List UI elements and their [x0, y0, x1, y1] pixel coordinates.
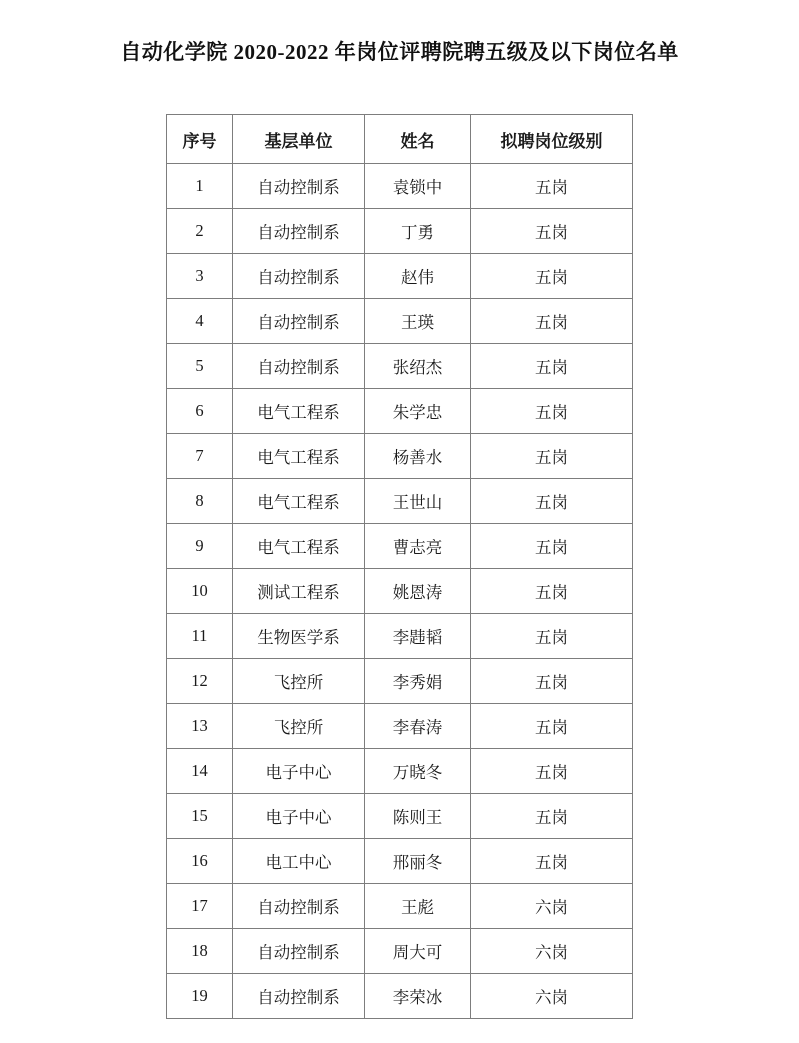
- table-row: [167, 434, 633, 479]
- cell-level: 五岗: [471, 659, 633, 704]
- cell-level: 五岗: [471, 164, 633, 209]
- roster-table: [166, 114, 633, 1019]
- table-row: [167, 614, 633, 659]
- cell-name: 陈则王: [365, 794, 471, 839]
- cell-level: 五岗: [471, 389, 633, 434]
- cell-index: 3: [167, 254, 233, 299]
- cell-index: 8: [167, 479, 233, 524]
- cell-unit: 飞控所: [233, 659, 365, 704]
- cell-unit: 电子中心: [233, 794, 365, 839]
- cell-unit: 电气工程系: [233, 389, 365, 434]
- roster-table-container: [0, 114, 799, 1019]
- cell-unit: 电气工程系: [233, 479, 365, 524]
- cell-name: 袁锁中: [365, 164, 471, 209]
- cell-name: 周大可: [365, 929, 471, 974]
- cell-level: 五岗: [471, 479, 633, 524]
- cell-level: 五岗: [471, 299, 633, 344]
- cell-name: 朱学忠: [365, 389, 471, 434]
- cell-name: 姚恩涛: [365, 569, 471, 614]
- cell-name: 张绍杰: [365, 344, 471, 389]
- table-row: [167, 479, 633, 524]
- table-row: [167, 794, 633, 839]
- cell-index: 15: [167, 794, 233, 839]
- cell-index: 10: [167, 569, 233, 614]
- table-row: [167, 164, 633, 209]
- cell-unit: 自动控制系: [233, 974, 365, 1019]
- table-row: [167, 839, 633, 884]
- document-page: [0, 38, 799, 1043]
- cell-index: 12: [167, 659, 233, 704]
- cell-level: 六岗: [471, 974, 633, 1019]
- cell-name: 丁勇: [365, 209, 471, 254]
- cell-level: 五岗: [471, 209, 633, 254]
- table-row: [167, 389, 633, 434]
- column-header-name: 姓名: [365, 115, 471, 164]
- cell-level: 五岗: [471, 794, 633, 839]
- cell-index: 18: [167, 929, 233, 974]
- table-row: [167, 659, 633, 704]
- cell-unit: 自动控制系: [233, 164, 365, 209]
- cell-name: 李荣冰: [365, 974, 471, 1019]
- cell-name: 杨善水: [365, 434, 471, 479]
- cell-level: 五岗: [471, 749, 633, 794]
- table-row: [167, 209, 633, 254]
- cell-unit: 电气工程系: [233, 434, 365, 479]
- table-row: [167, 254, 633, 299]
- table-header: [167, 115, 633, 164]
- cell-index: 2: [167, 209, 233, 254]
- cell-unit: 自动控制系: [233, 344, 365, 389]
- cell-unit: 自动控制系: [233, 299, 365, 344]
- cell-index: 13: [167, 704, 233, 749]
- cell-level: 五岗: [471, 434, 633, 479]
- cell-unit: 生物医学系: [233, 614, 365, 659]
- cell-unit: 电工中心: [233, 839, 365, 884]
- cell-index: 14: [167, 749, 233, 794]
- table-row: [167, 974, 633, 1019]
- cell-index: 11: [167, 614, 233, 659]
- cell-level: 五岗: [471, 569, 633, 614]
- cell-level: 六岗: [471, 929, 633, 974]
- cell-unit: 自动控制系: [233, 929, 365, 974]
- cell-level: 五岗: [471, 254, 633, 299]
- table-row: [167, 569, 633, 614]
- column-header-level: 拟聘岗位级别: [471, 115, 633, 164]
- cell-index: 19: [167, 974, 233, 1019]
- cell-name: 曹志亮: [365, 524, 471, 569]
- table-header-row: [167, 115, 633, 164]
- cell-level: 五岗: [471, 614, 633, 659]
- cell-unit: 测试工程系: [233, 569, 365, 614]
- table-row: [167, 524, 633, 569]
- cell-name: 李秀娟: [365, 659, 471, 704]
- cell-unit: 电气工程系: [233, 524, 365, 569]
- table-row: [167, 884, 633, 929]
- cell-level: 五岗: [471, 704, 633, 749]
- cell-unit: 自动控制系: [233, 884, 365, 929]
- cell-unit: 飞控所: [233, 704, 365, 749]
- table-row: [167, 299, 633, 344]
- cell-unit: 自动控制系: [233, 209, 365, 254]
- cell-name: 李春涛: [365, 704, 471, 749]
- cell-index: 16: [167, 839, 233, 884]
- cell-level: 五岗: [471, 839, 633, 884]
- cell-name: 邢丽冬: [365, 839, 471, 884]
- column-header-unit: 基层单位: [233, 115, 365, 164]
- page-title: 自动化学院 2020-2022 年岗位评聘院聘五级及以下岗位名单: [120, 40, 679, 64]
- table-body: [167, 164, 633, 1019]
- cell-index: 9: [167, 524, 233, 569]
- table-row: [167, 344, 633, 389]
- cell-index: 1: [167, 164, 233, 209]
- table-row: [167, 929, 633, 974]
- cell-unit: 自动控制系: [233, 254, 365, 299]
- table-row: [167, 749, 633, 794]
- cell-name: 王彪: [365, 884, 471, 929]
- cell-name: 李韪韬: [365, 614, 471, 659]
- table-row: [167, 704, 633, 749]
- cell-index: 7: [167, 434, 233, 479]
- cell-level: 五岗: [471, 344, 633, 389]
- cell-name: 王瑛: [365, 299, 471, 344]
- cell-index: 4: [167, 299, 233, 344]
- cell-name: 王世山: [365, 479, 471, 524]
- cell-level: 五岗: [471, 524, 633, 569]
- cell-index: 17: [167, 884, 233, 929]
- cell-index: 5: [167, 344, 233, 389]
- cell-unit: 电子中心: [233, 749, 365, 794]
- column-header-index: 序号: [167, 115, 233, 164]
- cell-name: 万晓冬: [365, 749, 471, 794]
- cell-index: 6: [167, 389, 233, 434]
- cell-name: 赵伟: [365, 254, 471, 299]
- cell-level: 六岗: [471, 884, 633, 929]
